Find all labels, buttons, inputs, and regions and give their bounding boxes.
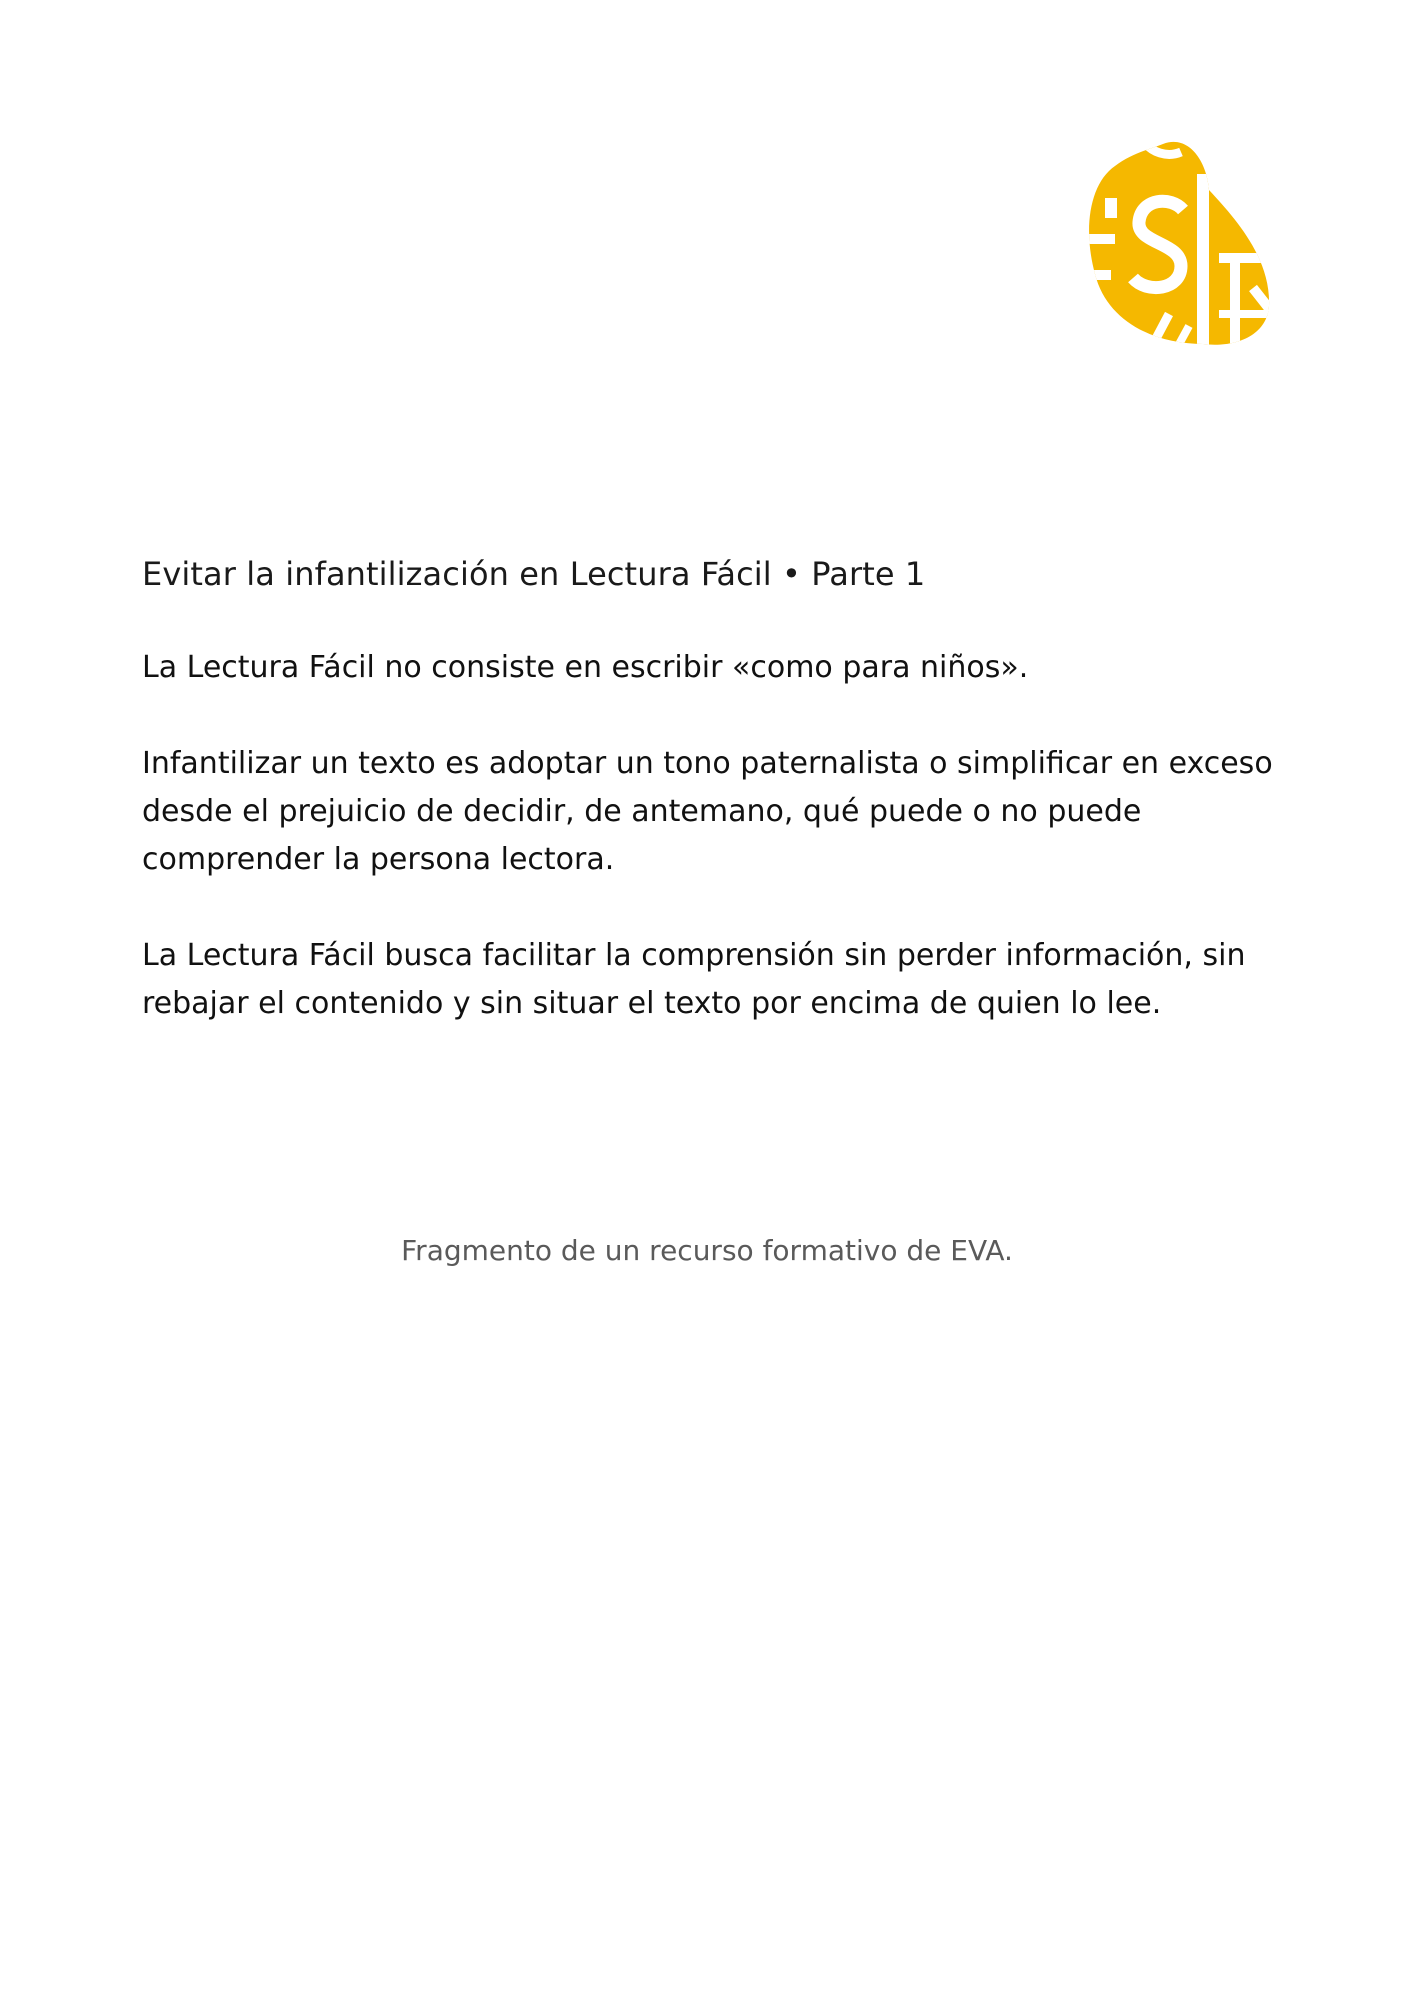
paragraph-2: Infantilizar un texto es adoptar un tono paternalista o simplificar en exceso desde el prejuicio de decidir, de antemano, qué puede o no puede comprender la persona lectora.	[142, 746, 1273, 877]
document-title: Evitar la infantilización en Lectura Fácil • Parte 1	[142, 555, 926, 593]
paragraph-1: La Lectura Fácil no consiste en escribir «como para niños».	[142, 650, 1029, 685]
paragraph-3: La Lectura Fácil busca facilitar la comprensión sin perder información, sin rebajar el contenido y sin situar el texto por encima de quien lo lee.	[142, 938, 1246, 1021]
footer-note: Fragmento de un recurso formativo de EVA.	[401, 1234, 1013, 1267]
eva-logo	[1085, 138, 1275, 348]
document-body	[142, 552, 1282, 1028]
eva-logo-icon	[1085, 138, 1275, 348]
